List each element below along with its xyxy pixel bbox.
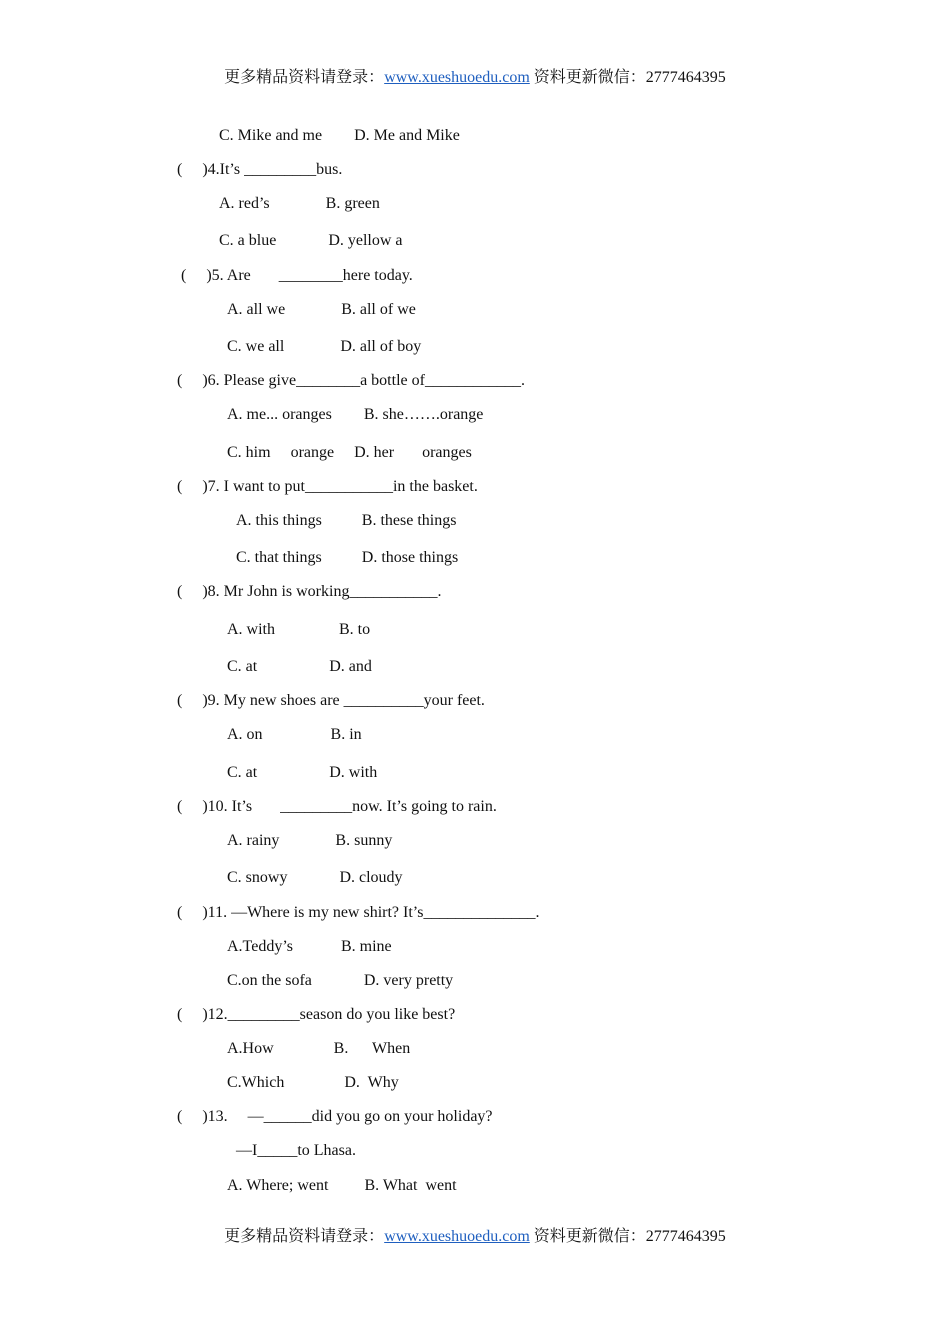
option-line-q7-cd: C. that things D. those things	[236, 549, 459, 566]
option-line-q12-ab: A.How B. When	[227, 1040, 411, 1057]
option-line-q12-cd: C.Which D. Why	[227, 1074, 399, 1091]
question-4: ( )4.It’s _________bus.	[177, 161, 343, 178]
option-line-q10-cd: C. snowy D. cloudy	[227, 869, 403, 886]
option-line-q8-cd: C. at D. and	[227, 658, 372, 675]
option-line-q3-cd: C. Mike and me D. Me and Mike	[219, 127, 460, 144]
option-line-q4-ab: A. red’s B. green	[219, 195, 380, 212]
header-website-link[interactable]: www.xueshuoedu.com	[384, 69, 530, 86]
question-6: ( )6. Please give________a bottle of____________.	[177, 372, 525, 389]
option-line-q6-cd: C. him orange D. her oranges	[227, 444, 472, 461]
option-line-q6-ab: A. me... oranges B. she…….orange	[227, 406, 484, 423]
option-line-q11-cd: C.on the sofa D. very pretty	[227, 972, 454, 989]
page-footer	[0, 1227, 950, 1247]
page-header	[0, 68, 950, 88]
option-line-q9-ab: A. on B. in	[227, 726, 362, 743]
option-line-q10-ab: A. rainy B. sunny	[227, 832, 393, 849]
footer-website-link[interactable]: www.xueshuoedu.com	[384, 1228, 530, 1245]
header-prefix: 更多精品资料请登录：	[224, 69, 385, 86]
option-line-q4-cd: C. a blue D. yellow a	[219, 232, 403, 249]
option-line-q13-ab: A. Where; went B. What went	[227, 1177, 457, 1194]
header-suffix: 资料更新微信：2777464395	[529, 69, 726, 86]
option-line-q9-cd: C. at D. with	[227, 764, 378, 781]
option-line-q8-ab: A. with B. to	[227, 621, 371, 638]
question-13-reply: —I_____to Lhasa.	[236, 1142, 356, 1159]
question-10: ( )10. It’s _________now. It’s going to rain.	[177, 798, 497, 815]
option-line-q11-ab: A.Teddy’s B. mine	[227, 938, 392, 955]
question-13: ( )13. —______did you go on your holiday?	[177, 1108, 493, 1125]
question-12: ( )12._________season do you like best?	[177, 1006, 456, 1023]
question-7: ( )7. I want to put___________in the basket.	[177, 478, 478, 495]
option-line-q5-ab: A. all we B. all of we	[227, 301, 416, 318]
footer-suffix: 资料更新微信：2777464395	[529, 1228, 726, 1245]
footer-prefix: 更多精品资料请登录：	[224, 1228, 385, 1245]
question-9: ( )9. My new shoes are __________your feet.	[177, 692, 485, 709]
question-8: ( )8. Mr John is working___________.	[177, 583, 442, 600]
question-11: ( )11. —Where is my new shirt? It’s______________.	[177, 904, 540, 921]
question-5: ( )5. Are ________here today.	[181, 267, 413, 284]
option-line-q5-cd: C. we all D. all of boy	[227, 338, 422, 355]
option-line-q7-ab: A. this things B. these things	[236, 512, 457, 529]
